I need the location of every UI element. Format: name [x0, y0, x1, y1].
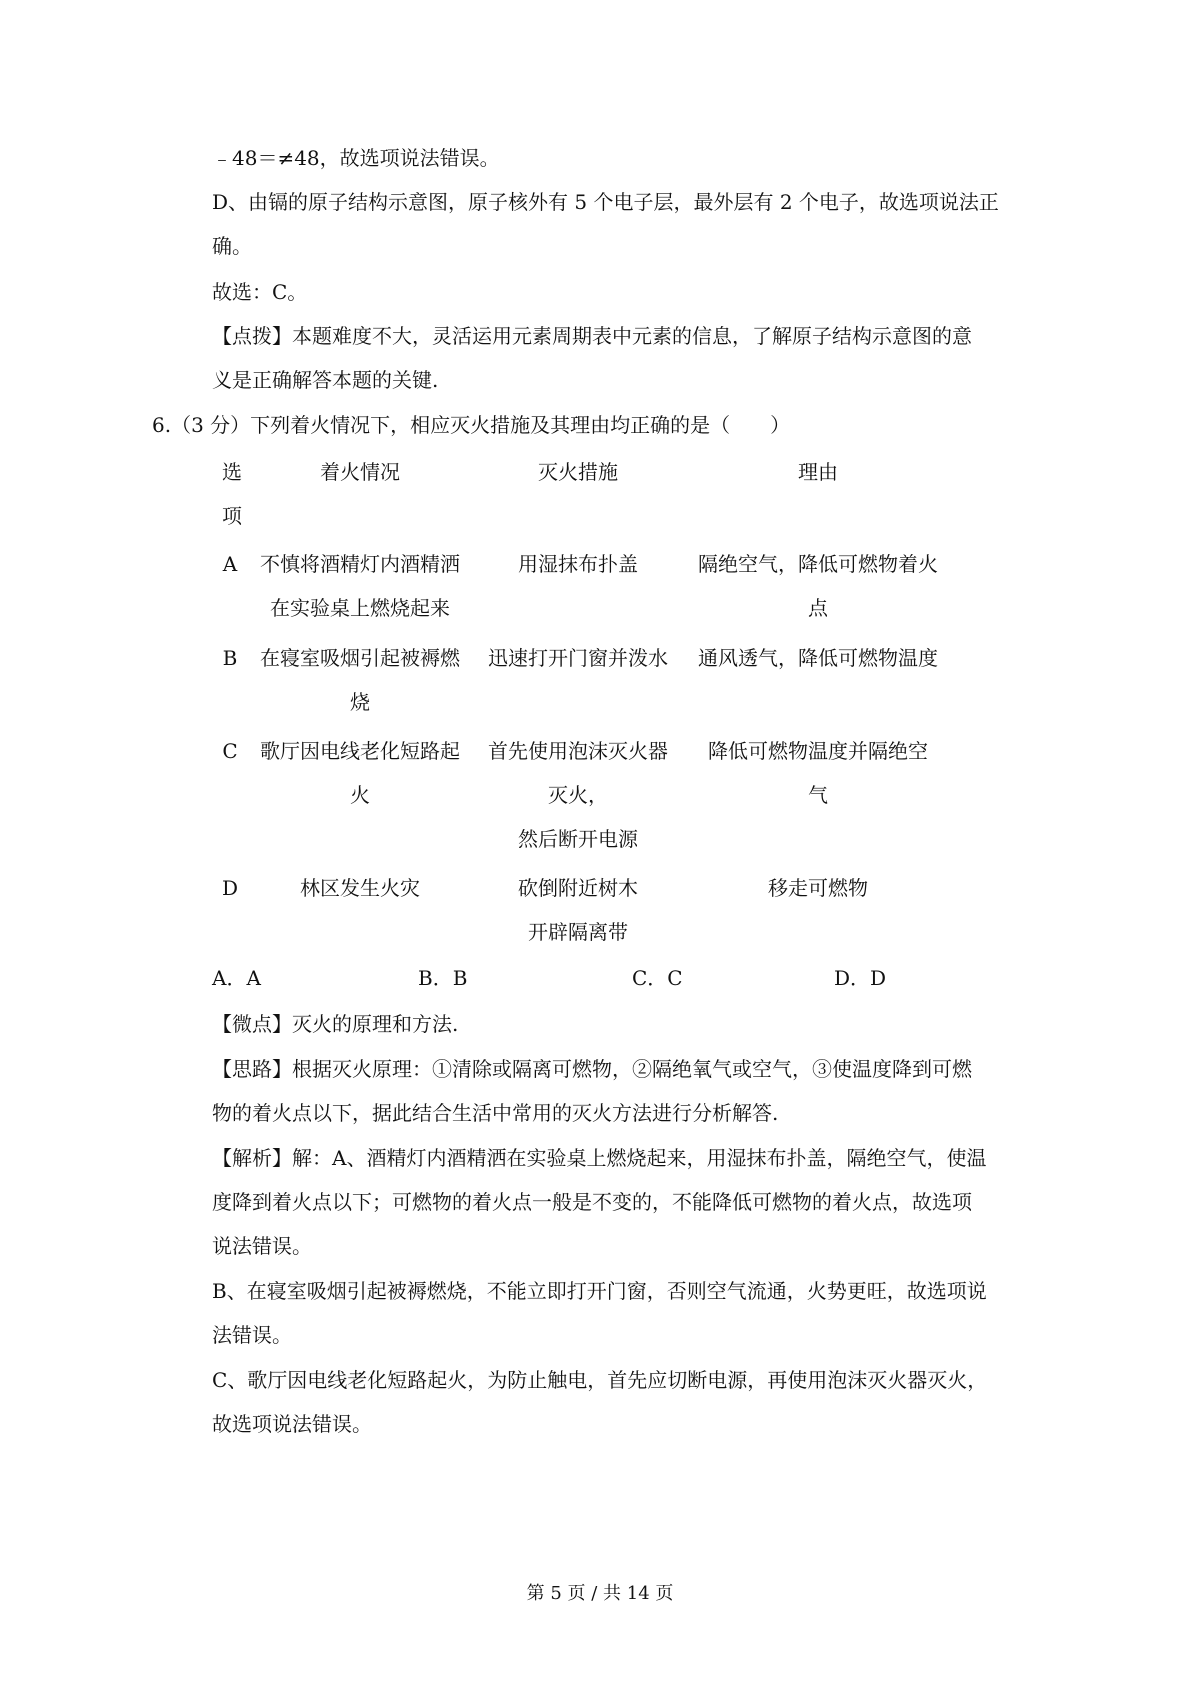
- analysis-line: 说法错误。: [212, 1234, 312, 1258]
- choice-d: D．D: [834, 966, 887, 990]
- table-header-measure: 灭火措施: [538, 460, 618, 484]
- choice-c: C．C: [632, 966, 683, 990]
- table-cell: 在寝室吸烟引起被褥燃: [260, 646, 460, 670]
- idea-line: 物的着火点以下，据此结合生活中常用的灭火方法进行分析解答.: [212, 1101, 779, 1125]
- table-row-option: A: [222, 552, 238, 576]
- table-row-option: B: [222, 646, 238, 670]
- tip-line: 义是正确解答本题的关键.: [212, 368, 439, 392]
- analysis-line: 故选项说法错误。: [212, 1412, 372, 1436]
- table-row-option: D: [221, 876, 239, 900]
- table-cell: 移走可燃物: [768, 876, 868, 900]
- table-header-option: 选: [222, 460, 242, 484]
- idea-line: 【思路】根据灭火原理：①清除或隔离可燃物，②隔绝氧气或空气，③使温度降到可燃: [212, 1057, 972, 1081]
- analysis-line: 度降到着火点以下；可燃物的着火点一般是不变的，不能降低可燃物的着火点，故选项: [212, 1190, 972, 1214]
- table-header-option: 项: [222, 504, 242, 528]
- table-cell: 通风透气，降低可燃物温度: [698, 646, 938, 670]
- table-cell: 隔绝空气，降低可燃物着火: [698, 552, 938, 576]
- choice-a: A．A: [212, 966, 261, 990]
- table-cell: 点: [808, 596, 828, 620]
- table-cell: 迅速打开门窗并泼水: [488, 646, 668, 670]
- table-header-reason: 理由: [798, 460, 838, 484]
- question-stem: 6.（3 分）下列着火情况下，相应灭火措施及其理由均正确的是（ ）: [152, 413, 791, 437]
- analysis-line: 法错误。: [212, 1323, 292, 1347]
- analysis-line: C、歌厅因电线老化短路起火，为防止触电，首先应切断电源，再使用泡沫灭火器灭火，: [212, 1368, 988, 1392]
- table-cell: 然后断开电源: [518, 827, 638, 851]
- table-cell: 灭火，: [548, 783, 608, 807]
- table-cell: 开辟隔离带: [528, 920, 628, 944]
- table-cell: 用湿抹布扑盖: [518, 552, 638, 576]
- table-cell: 降低可燃物温度并隔绝空: [708, 739, 928, 763]
- text-line: D、由镉的原子结构示意图，原子核外有 5 个电子层，最外层有 2 个电子，故选项说法正: [212, 190, 999, 214]
- table-cell: 气: [808, 783, 828, 807]
- text-line: ﹣48＝≠48，故选项说法错误。: [212, 146, 500, 170]
- table-cell: 烧: [350, 690, 370, 714]
- page-footer: 第 5 页 / 共 14 页: [526, 1583, 674, 1604]
- analysis-line: 【解析】解：A、酒精灯内酒精洒在实验桌上燃烧起来，用湿抹布扑盖，隔绝空气，使温: [212, 1146, 987, 1170]
- table-cell: 火: [350, 783, 370, 807]
- choice-b: B．B: [418, 966, 468, 990]
- table-cell: 不慎将酒精灯内酒精洒: [260, 552, 460, 576]
- table-cell: 砍倒附近树木: [518, 876, 638, 900]
- text-line: 确。: [212, 234, 252, 258]
- analysis-line: B、在寝室吸烟引起被褥燃烧，不能立即打开门窗，否则空气流通，火势更旺，故选项说: [212, 1279, 987, 1303]
- table-cell: 首先使用泡沫灭火器: [488, 739, 668, 763]
- table-cell: 林区发生火灾: [300, 876, 420, 900]
- table-header-situation: 着火情况: [320, 460, 400, 484]
- point-line: 【微点】灭火的原理和方法.: [212, 1012, 459, 1036]
- answer-line: 故选：C。: [212, 280, 308, 304]
- table-cell: 在实验桌上燃烧起来: [270, 596, 450, 620]
- table-cell: 歌厅因电线老化短路起: [260, 739, 460, 763]
- table-row-option: C: [222, 739, 238, 763]
- tip-line: 【点拨】本题难度不大，灵活运用元素周期表中元素的信息，了解原子结构示意图的意: [212, 324, 972, 348]
